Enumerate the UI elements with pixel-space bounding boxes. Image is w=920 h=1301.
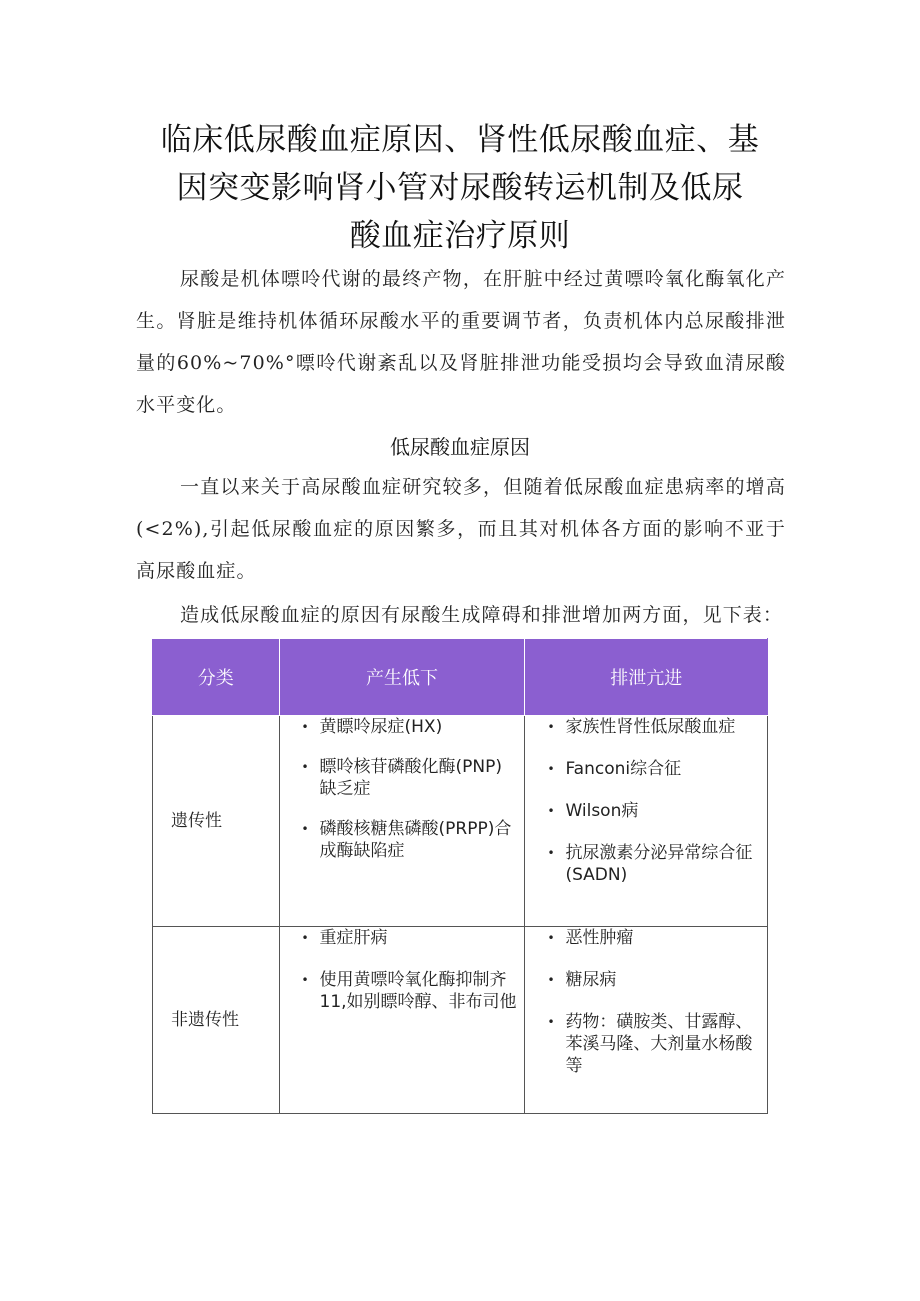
bullet-icon: • bbox=[301, 973, 309, 987]
bullet-icon: • bbox=[547, 762, 555, 776]
list-item: • 磷酸核糖焦磷酸(PRPP)合成酶缺陷症 bbox=[301, 819, 512, 861]
list-item: • 家族性肾性低尿酸血症 bbox=[547, 717, 736, 737]
decreased-production-cell bbox=[279, 927, 525, 1114]
bullet-list bbox=[280, 716, 525, 862]
title-line-2: 因突变影响肾小管对尿酸转运机制及低尿 bbox=[176, 170, 744, 206]
list-item: • 恶性肿瘤 bbox=[547, 928, 634, 948]
intro-paragraph: 尿酸是机体嘌呤代谢的最终产物，在肝脏中经过黄嘌呤氧化酶氧化产生。肾脏是维持机体循环尿酸水平的重要调节者，负责机体内总尿酸排泄量的60%~70%°嘌呤代谢紊乱以及肾脏排泄功能受损均会导致血清尿酸水平变化。 bbox=[136, 268, 786, 416]
title-line-3: 酸血症治疗原则 bbox=[349, 218, 571, 254]
table-header-row bbox=[153, 639, 768, 716]
list-item: • 药物：磺胺类、甘露醇、苯溪马隆、大剂量水杨酸等 bbox=[547, 1012, 753, 1076]
list-item: • Fanconi综合征 bbox=[547, 759, 682, 779]
list-item: • 使用黄嘌呤氧化酶抑制齐11,如别瞟呤醇、非布司他 bbox=[301, 970, 517, 1012]
bullet-icon: • bbox=[547, 1015, 555, 1029]
increased-excretion-cell bbox=[525, 716, 768, 927]
bullet-icon: • bbox=[547, 804, 555, 818]
bullet-icon: • bbox=[547, 973, 555, 987]
list-item: • 糖尿病 bbox=[547, 970, 617, 990]
causes-paragraph: 一直以来关于高尿酸血症研究较多，但随着低尿酸血症患病率的增高(<2%),引起低尿酸血症的原因繁多，而且其对机体各方面的影响不亚于高尿酸血症。 bbox=[136, 476, 786, 582]
bullet-list bbox=[525, 927, 767, 1077]
bullet-icon: • bbox=[547, 846, 555, 860]
bullet-icon: • bbox=[301, 760, 309, 774]
header-increased-excretion: 排泄亢进 bbox=[525, 639, 768, 716]
increased-excretion-cell bbox=[525, 927, 768, 1114]
bullet-icon: • bbox=[301, 822, 309, 836]
causes-table bbox=[152, 638, 768, 1114]
header-decreased-production: 产生低下 bbox=[279, 639, 525, 716]
category-cell: 遗传性 bbox=[153, 716, 280, 927]
list-item: • 抗尿激素分泌异常综合征(SADN) bbox=[547, 843, 753, 885]
list-item: • 瞟呤核苷磷酸化酶(PNP)缺乏症 bbox=[301, 757, 502, 799]
header-category: 分类 bbox=[153, 639, 280, 716]
table-intro-paragraph: 造成低尿酸血症的原因有尿酸生成障碍和排泄增加两方面，见下表： bbox=[180, 604, 784, 626]
bullet-icon: • bbox=[301, 720, 309, 734]
bullet-icon: • bbox=[547, 720, 555, 734]
bullet-icon: • bbox=[301, 931, 309, 945]
section-heading: 低尿酸血症原因 bbox=[390, 435, 530, 459]
list-item: • 黄瞟呤尿症(HX) bbox=[301, 717, 443, 737]
table-row bbox=[153, 927, 768, 1114]
bullet-icon: • bbox=[547, 931, 555, 945]
decreased-production-cell bbox=[279, 716, 525, 927]
list-item: • 重症肝病 bbox=[301, 928, 388, 948]
list-item: • Wilson病 bbox=[547, 801, 639, 821]
bullet-list bbox=[280, 927, 525, 1013]
bullet-list bbox=[525, 716, 767, 886]
title-line-1: 临床低尿酸血症原因、肾性低尿酸血症、基 bbox=[160, 122, 760, 158]
category-cell: 非遗传性 bbox=[153, 927, 280, 1114]
document-title bbox=[120, 116, 800, 260]
table-row bbox=[153, 716, 768, 927]
